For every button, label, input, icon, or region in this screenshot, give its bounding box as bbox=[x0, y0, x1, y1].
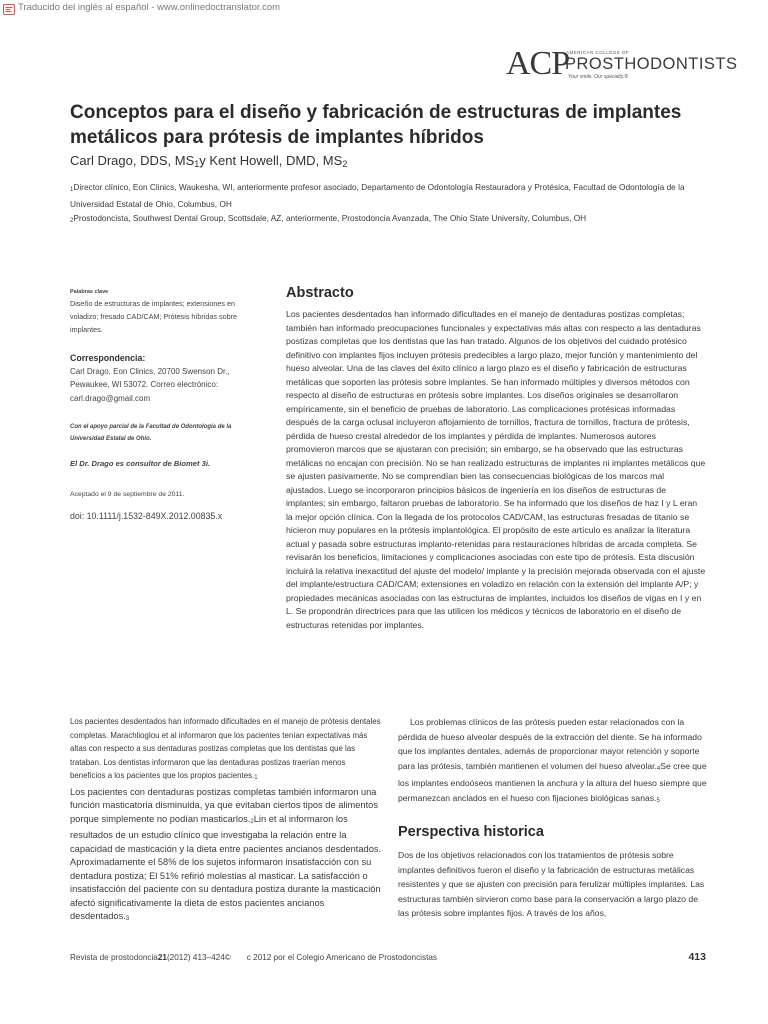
acp-logo-line-small: AMERICAN COLLEGE OF bbox=[566, 50, 630, 55]
body-text: Los pacientes con dentaduras postizas completas también informaron una función masticatoria disminuida, ya que evitaban ciertos tipos de alimentos porque simplemente no podían masticarlos. bbox=[70, 786, 378, 824]
author-2: y Kent Howell, DMD, MS bbox=[199, 153, 343, 168]
body-column-left bbox=[70, 715, 382, 927]
author-2-affil-ref: 2 bbox=[342, 159, 348, 169]
body-paragraph bbox=[70, 715, 382, 786]
correspondence: Carl Drago, Eon Clinics, 20700 Swenson Dr., Pewaukee, WI 53072. Correo electrónico: carl.drago@gmail.com bbox=[70, 367, 230, 403]
body-paragraph: Dos de los objetivos relacionados con los tratamientos de prótesis sobre implantes definitivos fueron el diseño y la fabricación de estructuras metálicas resistentes y que se ajusten con precisión para ferulizar múltiples implantes. Las estructuras también sirvieron como base para la conservación a largo plazo de las prótesis sobre implantes fijos. A través de los años, bbox=[398, 850, 705, 918]
affiliations bbox=[70, 181, 710, 230]
affiliation-2-text: Prostodoncista, Southwest Dental Group, Scottsdale, AZ, anteriormente, Prostodoncia Avanzada, The Ohio State University, Columbus, OH bbox=[73, 213, 587, 223]
page-number: 413 bbox=[688, 951, 706, 963]
article-info bbox=[70, 287, 250, 523]
translator-banner-text[interactable]: Traducido del inglés al español - www.onlinedoctranslator.com bbox=[18, 2, 281, 13]
acp-logo-line-big: PROSTHODONTISTS bbox=[565, 55, 738, 73]
citation-ref: 3 bbox=[125, 916, 130, 922]
body-paragraph bbox=[70, 786, 382, 927]
page-footer bbox=[70, 953, 706, 962]
pdf-translate-icon bbox=[3, 2, 15, 13]
copyright-symbol: © bbox=[224, 953, 231, 962]
citation-ref: 2 bbox=[250, 818, 254, 825]
section-heading: Perspectiva historica bbox=[398, 824, 544, 840]
acp-logo bbox=[506, 45, 738, 83]
acp-logo-mark: ACP bbox=[506, 45, 570, 82]
body-text: Se cree que los implantes endoóseos mantienen la anchura y la altura del hueso siempre que permanezcan anclados en el hueso con fijaciones biológicas sanas. bbox=[398, 760, 707, 803]
affiliation-1-num: 1 bbox=[70, 187, 74, 193]
acp-logo-tagline: Your smile. Our specialty.® bbox=[568, 74, 628, 80]
journal-pages: (2012) 413–424 bbox=[166, 953, 225, 962]
citation-ref: 1 bbox=[254, 775, 258, 781]
body-text: Los pacientes desdentados han informado dificultades en el manejo de prótesis dentales completas. Marachlioglou et al informaron que los pacientes tenían expectativas más altas con respecto a sus dentaduras postizas completas que los dentistas que las trataban. Los dentistas informaron que las dentaduras postizas traerían menos beneficios a los pacientes que los propios pacientes. bbox=[70, 717, 381, 780]
affiliation-1 bbox=[70, 181, 710, 211]
doi[interactable]: doi: 10.1111/j.1532-849X.2012.00835.x bbox=[70, 510, 223, 521]
abstract-heading: Abstracto bbox=[286, 285, 354, 301]
abstract-body: Los pacientes desdentados han informado dificultades en el manejo de dentaduras postizas completas; también han informado preocupaciones funcionales y expectativas más altas con respecto a las dentaduras postizas completas que los dentistas que las han tratado. Algunos de los objetivos del cuidado protésico definitivo con implantes fijos incluyen prótesis predecibles a largo plazo, mejor función y mantenimiento del hueso alveolar. Una de las claves del éxito clínico a largo plazo es el diseño y fabricación de estructuras metálicas que soporten las prótesis sobre implantes. Se han informado múltiples y diversos métodos con respecto al diseño de estructuras en prótesis sobre implantes. Los diseños originales se desarrollaron empíricamente, sin el beneficio de pruebas de laboratorio. Las complicaciones protésicas informadas después de la carga oclusal incluyeron aflojamiento de tornillos, fractura de tornillos, fractura de prótesis, pérdida de hueso crestal alrededor de los implantes y pérdida de implantes. Numerosos autores promovieron marcos que se ajustaran con precisión; sin embargo, se ha observado que las estructuras metálicas no encajan con precisión. No se han realizado estructuras de implantes ni implantes metálicos que se ajusten pasivamente. No se comprendían bien las consecuencias biológicas de los marcos mal ajustados. Luego se incorporaron principios básicos de ingeniería en los diseños de estructuras de implantes; sin embargo, faltaron pruebas de laboratorio. Se ha informado que los diseños de haz I y L eran la mejor opción clínica. Con la llegada de los protocolos CAD/CAM, las estructuras fresadas de titanio se hicieron muy populares en la prótesis implantológica. El propósito de este artículo es analizar la literatura actual y pasada sobre estructuras implanto-retenidas para restauraciones híbridas de arcada completa. Se revisarán los beneficios, limitaciones y complicaciones asociadas con este tipo de prótesis. Esta discusión incluirá la relativa inexactitud del ajuste del modelo/ implante y la precisión mejorada observada con el ajuste del implante/estructura CAD/CAM; extensiones en voladizo en relación con la extensión del implante A/P; y propiedades mecánicas asociadas con las estructuras de implantes, incluidos los diseños de vigas en I y en L. Se propondrán directrices para que las utilicen los médicos y técnicos de laboratorio en el diseño de estructuras retenidas por implantes. bbox=[286, 309, 706, 630]
correspondence-heading: Correspondencia: bbox=[70, 353, 146, 363]
citation-ref: 4 bbox=[656, 765, 661, 772]
consultant-note: El Dr. Drago es consultor de Biomet 3i. bbox=[70, 458, 211, 468]
keywords: Diseño de estructuras de implantes; extensiones en voladizo; fresado CAD/CAM; Prótesis híbridas sobre implantes. bbox=[70, 299, 237, 334]
body-text: Lin et al informaron los resultados de un estudio clínico que investigaba la relación entre la capacidad de masticación y la dieta entre pacientes ancianos desdentados. Aproximadamente el 58% de los sujetos informaron insatisfacción con su dentadura postiza; El 51% refirió molestias al masticar. La satisfacción o insatisfacción del paciente con su dentadura postiza durante la masticación afectó significativamente la dieta de estos pacientes ancianos desdentados. bbox=[70, 813, 382, 921]
author-1-affil-ref: 1 bbox=[194, 159, 200, 169]
affiliation-2 bbox=[70, 212, 710, 229]
article-title: Conceptos para el diseño y fabricación de estructuras de implantes metálicos para prótesis de implantes híbridos bbox=[70, 102, 682, 148]
body-text: Los problemas clínicos de las prótesis pueden estar relacionados con la pérdida de hueso alveolar después de la extracción del diente. Se ha informado que los implantes dentales, además de proporcionar mayor retención y soporte para las prótesis, también mantienen el volumen del hueso alveolar. bbox=[398, 717, 702, 771]
journal-volume: 21 bbox=[157, 953, 167, 962]
translator-banner bbox=[0, 0, 280, 15]
citation-ref: 5 bbox=[656, 797, 660, 804]
support-note: Con el apoyo parcial de la Facultad de Odontología de la Universidad Estatal de Ohio. bbox=[70, 423, 232, 442]
journal-name: Revista de prostodoncia bbox=[70, 953, 158, 962]
author-1: Carl Drago, DDS, MS bbox=[70, 153, 195, 168]
body-column-right bbox=[398, 715, 710, 921]
copyright-text: c 2012 por el Colegio Americano de Prostodoncistas bbox=[246, 953, 438, 962]
affiliation-2-num: 2 bbox=[70, 218, 74, 224]
accepted-date: Aceptado el 9 de septiembre de 2011. bbox=[70, 490, 185, 498]
affiliation-1-text: Director clínico, Eon Clinics, Waukesha, WI, anteriormente profesor asociado, Departamento de Odontología Restauradora y Protésica, Facultad de Odontología de la Universidad Estatal de Ohio, Columbus, OH bbox=[70, 182, 685, 209]
keywords-heading: Palabras clave bbox=[70, 289, 109, 295]
body-paragraph bbox=[398, 715, 710, 808]
footer-journal bbox=[70, 953, 437, 962]
author-line bbox=[70, 153, 347, 169]
